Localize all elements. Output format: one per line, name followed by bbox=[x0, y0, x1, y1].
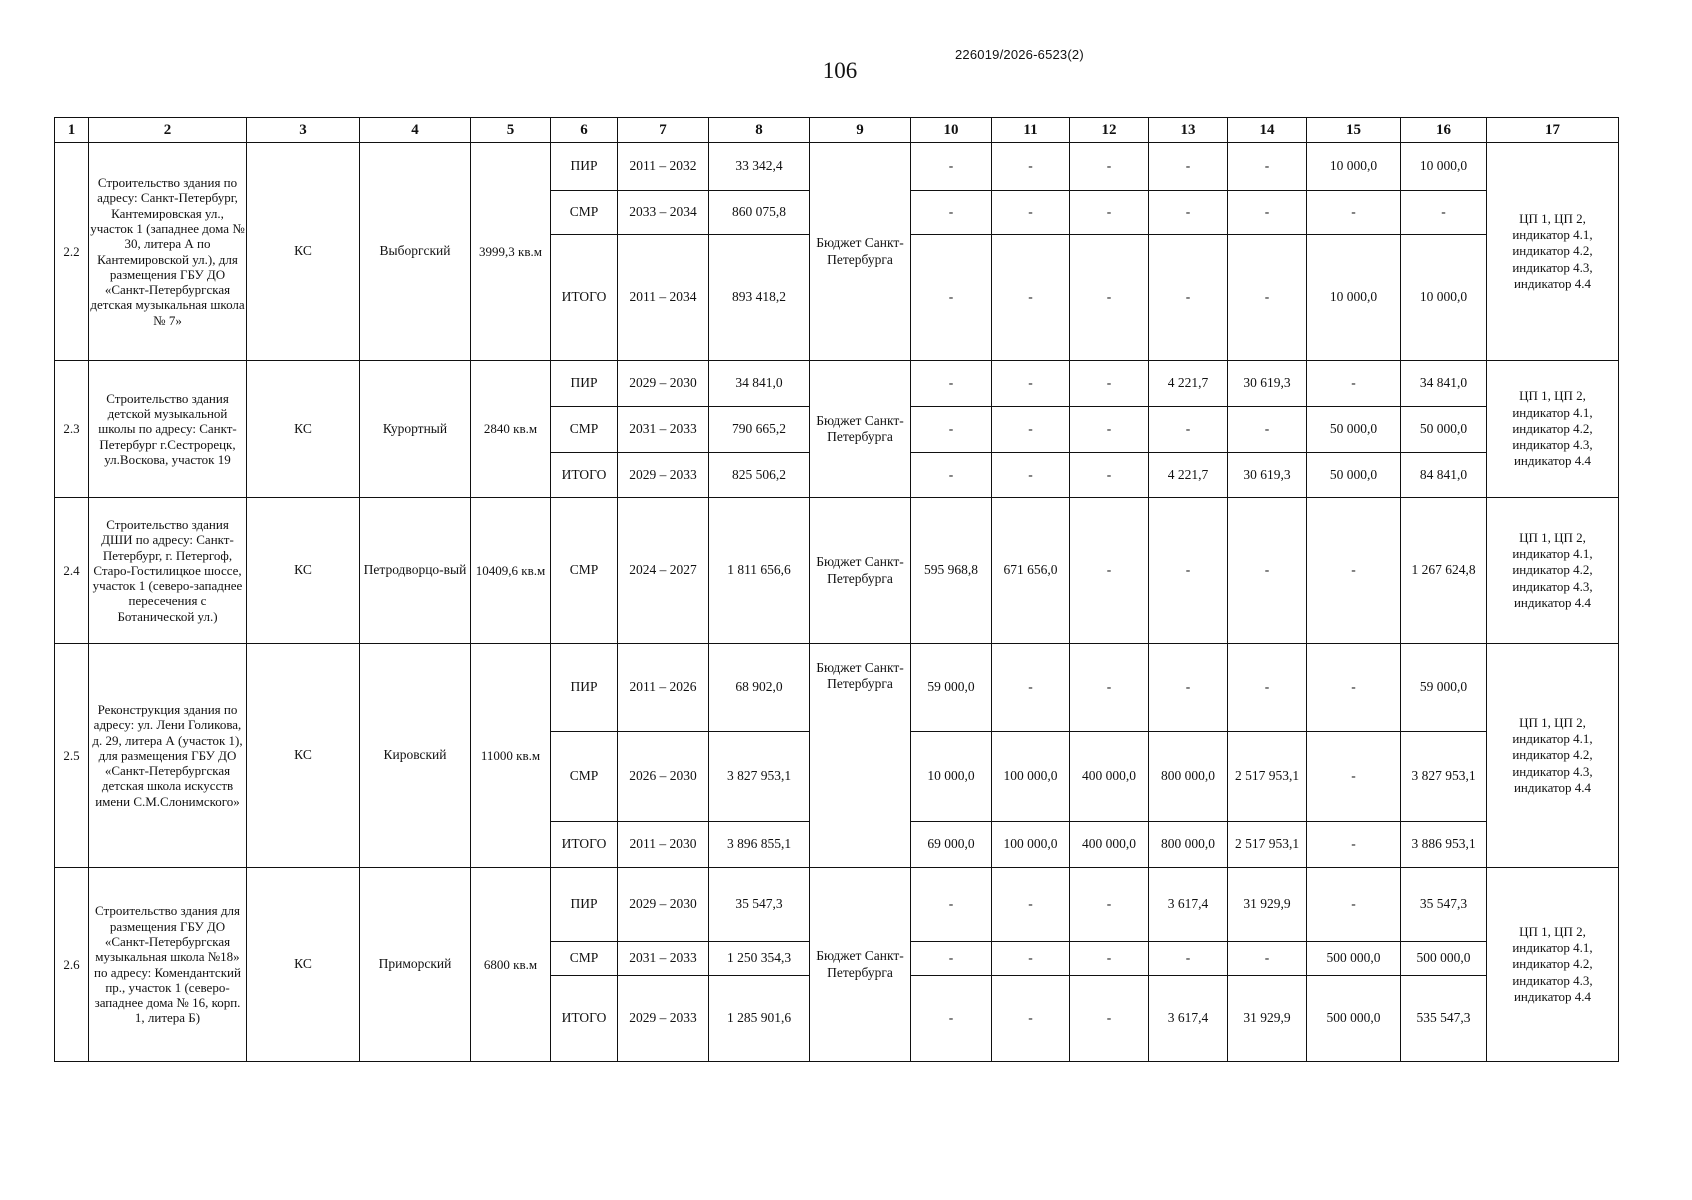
value-cell: 35 547,3 bbox=[1401, 868, 1487, 942]
column-header: 10 bbox=[911, 118, 992, 143]
total-cost: 1 811 656,6 bbox=[709, 498, 810, 644]
value-cell: 3 827 953,1 bbox=[1401, 732, 1487, 822]
object-type: КС bbox=[247, 644, 360, 868]
period: 2029 – 2030 bbox=[618, 868, 709, 942]
value-cell: - bbox=[1070, 644, 1149, 732]
target-indicators: ЦП 1, ЦП 2, индикатор 4.1, индикатор 4.2, индикатор 4.3, индикатор 4.4 bbox=[1487, 498, 1619, 644]
total-cost: 3 896 855,1 bbox=[709, 822, 810, 868]
area: 11000 кв.м bbox=[471, 644, 551, 868]
value-cell: - bbox=[1070, 868, 1149, 942]
stage: ИТОГО bbox=[551, 822, 618, 868]
column-header: 16 bbox=[1401, 118, 1487, 143]
value-cell: 34 841,0 bbox=[1401, 361, 1487, 407]
value-cell: 100 000,0 bbox=[992, 822, 1070, 868]
value-cell: - bbox=[992, 235, 1070, 361]
period: 2029 – 2033 bbox=[618, 453, 709, 498]
investment-objects-table bbox=[54, 117, 1619, 1062]
object-type: КС bbox=[247, 498, 360, 644]
value-cell: 800 000,0 bbox=[1149, 822, 1228, 868]
value-cell: - bbox=[1149, 498, 1228, 644]
column-header: 12 bbox=[1070, 118, 1149, 143]
value-cell: - bbox=[1228, 191, 1307, 235]
column-header: 9 bbox=[810, 118, 911, 143]
value-cell: - bbox=[1070, 453, 1149, 498]
column-header: 5 bbox=[471, 118, 551, 143]
period: 2031 – 2033 bbox=[618, 407, 709, 453]
value-cell: - bbox=[1070, 143, 1149, 191]
row-number: 2.4 bbox=[55, 498, 89, 644]
value-cell: - bbox=[1307, 644, 1401, 732]
funding-source: Бюджет Санкт-Петербурга bbox=[810, 498, 911, 644]
value-cell: 59 000,0 bbox=[1401, 644, 1487, 732]
area: 2840 кв.м bbox=[471, 361, 551, 498]
district: Курортный bbox=[360, 361, 471, 498]
total-cost: 860 075,8 bbox=[709, 191, 810, 235]
column-header: 4 bbox=[360, 118, 471, 143]
period: 2026 – 2030 bbox=[618, 732, 709, 822]
value-cell: - bbox=[911, 868, 992, 942]
value-cell: - bbox=[992, 976, 1070, 1062]
object-description: Строительство здания ДШИ по адресу: Санкт-Петербург, г. Петергоф, Старо-Гостилицкое шоссе, участок 1 (северо-западнее пересечения с Ботанической ул.) bbox=[89, 498, 247, 644]
value-cell: - bbox=[1070, 407, 1149, 453]
value-cell: - bbox=[1070, 976, 1149, 1062]
stage: СМР bbox=[551, 498, 618, 644]
district: Выборгский bbox=[360, 143, 471, 361]
funding-source: Бюджет Санкт-Петербурга bbox=[810, 644, 911, 868]
value-cell: - bbox=[911, 407, 992, 453]
value-cell: 3 617,4 bbox=[1149, 976, 1228, 1062]
value-cell: 400 000,0 bbox=[1070, 732, 1149, 822]
stage: СМР bbox=[551, 942, 618, 976]
value-cell: 10 000,0 bbox=[1307, 143, 1401, 191]
funding-source: Бюджет Санкт-Петербурга bbox=[810, 868, 911, 1062]
target-indicators: ЦП 1, ЦП 2, индикатор 4.1, индикатор 4.2, индикатор 4.3, индикатор 4.4 bbox=[1487, 143, 1619, 361]
stage: ПИР bbox=[551, 644, 618, 732]
value-cell: - bbox=[1070, 942, 1149, 976]
period: 2011 – 2032 bbox=[618, 143, 709, 191]
value-cell: - bbox=[1149, 235, 1228, 361]
period: 2029 – 2033 bbox=[618, 976, 709, 1062]
value-cell: 84 841,0 bbox=[1401, 453, 1487, 498]
value-cell: - bbox=[1149, 407, 1228, 453]
stage: СМР bbox=[551, 732, 618, 822]
value-cell: 10 000,0 bbox=[1307, 235, 1401, 361]
total-cost: 1 250 354,3 bbox=[709, 942, 810, 976]
value-cell: - bbox=[1228, 407, 1307, 453]
value-cell: - bbox=[1149, 143, 1228, 191]
object-description: Реконструкция здания по адресу: ул. Лени Голикова, д. 29, литера А (участок 1), для размещения ГБУ ДО «Санкт-Петербургская детская школа искусств имени С.М.Слонимского» bbox=[89, 644, 247, 868]
value-cell: 59 000,0 bbox=[911, 644, 992, 732]
column-header: 17 bbox=[1487, 118, 1619, 143]
stage: ПИР bbox=[551, 361, 618, 407]
object-description: Строительство здания для размещения ГБУ ДО «Санкт-Петербургская музыкальная школа №18» по адресу: Комендантский пр., участок 1 (северо-западнее дома № 16, корп. 1, литера Б) bbox=[89, 868, 247, 1062]
value-cell: 595 968,8 bbox=[911, 498, 992, 644]
value-cell: - bbox=[992, 361, 1070, 407]
value-cell: - bbox=[911, 453, 992, 498]
value-cell: 10 000,0 bbox=[1401, 235, 1487, 361]
value-cell: - bbox=[911, 143, 992, 191]
value-cell: 535 547,3 bbox=[1401, 976, 1487, 1062]
value-cell: - bbox=[992, 868, 1070, 942]
district: Приморский bbox=[360, 868, 471, 1062]
stage: ИТОГО bbox=[551, 453, 618, 498]
stage: ИТОГО bbox=[551, 976, 618, 1062]
value-cell: 10 000,0 bbox=[911, 732, 992, 822]
stage: СМР bbox=[551, 407, 618, 453]
district: Кировский bbox=[360, 644, 471, 868]
value-cell: - bbox=[1307, 868, 1401, 942]
object-type: КС bbox=[247, 361, 360, 498]
area: 3999,3 кв.м bbox=[471, 143, 551, 361]
total-cost: 893 418,2 bbox=[709, 235, 810, 361]
value-cell: 2 517 953,1 bbox=[1228, 822, 1307, 868]
value-cell: - bbox=[1070, 235, 1149, 361]
total-cost: 1 285 901,6 bbox=[709, 976, 810, 1062]
value-cell: 50 000,0 bbox=[1307, 453, 1401, 498]
value-cell: 800 000,0 bbox=[1149, 732, 1228, 822]
column-header: 8 bbox=[709, 118, 810, 143]
funding-source: Бюджет Санкт-Петербурга bbox=[810, 361, 911, 498]
value-cell: - bbox=[992, 191, 1070, 235]
period: 2011 – 2034 bbox=[618, 235, 709, 361]
value-cell: - bbox=[992, 644, 1070, 732]
column-header: 14 bbox=[1228, 118, 1307, 143]
value-cell: 100 000,0 bbox=[992, 732, 1070, 822]
total-cost: 825 506,2 bbox=[709, 453, 810, 498]
value-cell: - bbox=[1228, 498, 1307, 644]
value-cell: - bbox=[911, 235, 992, 361]
total-cost: 33 342,4 bbox=[709, 143, 810, 191]
row-number: 2.5 bbox=[55, 644, 89, 868]
value-cell: 50 000,0 bbox=[1307, 407, 1401, 453]
stage: ИТОГО bbox=[551, 235, 618, 361]
total-cost: 68 902,0 bbox=[709, 644, 810, 732]
page-number: 106 bbox=[822, 58, 858, 83]
total-cost: 34 841,0 bbox=[709, 361, 810, 407]
value-cell: 3 886 953,1 bbox=[1401, 822, 1487, 868]
column-header: 13 bbox=[1149, 118, 1228, 143]
target-indicators: ЦП 1, ЦП 2, индикатор 4.1, индикатор 4.2, индикатор 4.3, индикатор 4.4 bbox=[1487, 361, 1619, 498]
value-cell: - bbox=[1070, 361, 1149, 407]
period: 2011 – 2030 bbox=[618, 822, 709, 868]
target-indicators: ЦП 1, ЦП 2, индикатор 4.1, индикатор 4.2, индикатор 4.3, индикатор 4.4 bbox=[1487, 644, 1619, 868]
target-indicators: ЦП 1, ЦП 2, индикатор 4.1, индикатор 4.2, индикатор 4.3, индикатор 4.4 bbox=[1487, 868, 1619, 1062]
value-cell: - bbox=[992, 143, 1070, 191]
table-row bbox=[55, 143, 1619, 191]
column-header: 7 bbox=[618, 118, 709, 143]
table-row bbox=[55, 361, 1619, 407]
value-cell: - bbox=[1401, 191, 1487, 235]
value-cell: - bbox=[1307, 732, 1401, 822]
table-row bbox=[55, 498, 1619, 644]
value-cell: 31 929,9 bbox=[1228, 976, 1307, 1062]
value-cell: - bbox=[1070, 498, 1149, 644]
value-cell: 500 000,0 bbox=[1307, 976, 1401, 1062]
row-number: 2.2 bbox=[55, 143, 89, 361]
value-cell: 4 221,7 bbox=[1149, 361, 1228, 407]
value-cell: - bbox=[1149, 942, 1228, 976]
table-row bbox=[55, 868, 1619, 942]
value-cell: - bbox=[1307, 498, 1401, 644]
object-description: Строительство здания детской музыкальной школы по адресу: Санкт-Петербург г.Сестрорецк, ул.Воскова, участок 19 bbox=[89, 361, 247, 498]
value-cell: 30 619,3 bbox=[1228, 361, 1307, 407]
value-cell: - bbox=[992, 453, 1070, 498]
area: 6800 кв.м bbox=[471, 868, 551, 1062]
column-header: 3 bbox=[247, 118, 360, 143]
column-header: 2 bbox=[89, 118, 247, 143]
column-header: 1 bbox=[55, 118, 89, 143]
value-cell: 30 619,3 bbox=[1228, 453, 1307, 498]
column-header: 6 bbox=[551, 118, 618, 143]
value-cell: 31 929,9 bbox=[1228, 868, 1307, 942]
value-cell: - bbox=[1149, 644, 1228, 732]
value-cell: 500 000,0 bbox=[1401, 942, 1487, 976]
period: 2033 – 2034 bbox=[618, 191, 709, 235]
value-cell: - bbox=[1149, 191, 1228, 235]
document-registration-number: 226019/2026-6523(2) bbox=[955, 47, 1084, 62]
stage: ПИР bbox=[551, 868, 618, 942]
value-cell: 4 221,7 bbox=[1149, 453, 1228, 498]
row-number: 2.3 bbox=[55, 361, 89, 498]
value-cell: - bbox=[1307, 361, 1401, 407]
period: 2031 – 2033 bbox=[618, 942, 709, 976]
total-cost: 790 665,2 bbox=[709, 407, 810, 453]
stage: ПИР bbox=[551, 143, 618, 191]
value-cell: - bbox=[1228, 942, 1307, 976]
total-cost: 3 827 953,1 bbox=[709, 732, 810, 822]
value-cell: 50 000,0 bbox=[1401, 407, 1487, 453]
value-cell: 1 267 624,8 bbox=[1401, 498, 1487, 644]
value-cell: 671 656,0 bbox=[992, 498, 1070, 644]
area: 10409,6 кв.м bbox=[471, 498, 551, 644]
value-cell: - bbox=[911, 361, 992, 407]
value-cell: 10 000,0 bbox=[1401, 143, 1487, 191]
value-cell: 69 000,0 bbox=[911, 822, 992, 868]
column-header: 15 bbox=[1307, 118, 1401, 143]
period: 2011 – 2026 bbox=[618, 644, 709, 732]
value-cell: - bbox=[1307, 191, 1401, 235]
period: 2024 – 2027 bbox=[618, 498, 709, 644]
value-cell: - bbox=[1307, 822, 1401, 868]
value-cell: 500 000,0 bbox=[1307, 942, 1401, 976]
value-cell: - bbox=[1228, 644, 1307, 732]
funding-source: Бюджет Санкт-Петербурга bbox=[810, 143, 911, 361]
value-cell: - bbox=[911, 976, 992, 1062]
row-number: 2.6 bbox=[55, 868, 89, 1062]
object-type: КС bbox=[247, 868, 360, 1062]
value-cell: 400 000,0 bbox=[1070, 822, 1149, 868]
column-number-row bbox=[55, 118, 1619, 143]
object-type: КС bbox=[247, 143, 360, 361]
value-cell: - bbox=[1228, 143, 1307, 191]
value-cell: 2 517 953,1 bbox=[1228, 732, 1307, 822]
district: Петродворцо-вый bbox=[360, 498, 471, 644]
column-header: 11 bbox=[992, 118, 1070, 143]
stage: СМР bbox=[551, 191, 618, 235]
value-cell: - bbox=[1228, 235, 1307, 361]
value-cell: - bbox=[992, 942, 1070, 976]
table-row bbox=[55, 644, 1619, 732]
value-cell: - bbox=[992, 407, 1070, 453]
object-description: Строительство здания по адресу: Санкт-Петербург, Кантемировская ул., участок 1 (западнее дома № 30, литера А по Кантемировской ул.), для размещения ГБУ ДО «Санкт-Петербургская детская музыкальная школа № 7» bbox=[89, 143, 247, 361]
value-cell: - bbox=[911, 942, 992, 976]
value-cell: 3 617,4 bbox=[1149, 868, 1228, 942]
value-cell: - bbox=[911, 191, 992, 235]
period: 2029 – 2030 bbox=[618, 361, 709, 407]
total-cost: 35 547,3 bbox=[709, 868, 810, 942]
value-cell: - bbox=[1070, 191, 1149, 235]
